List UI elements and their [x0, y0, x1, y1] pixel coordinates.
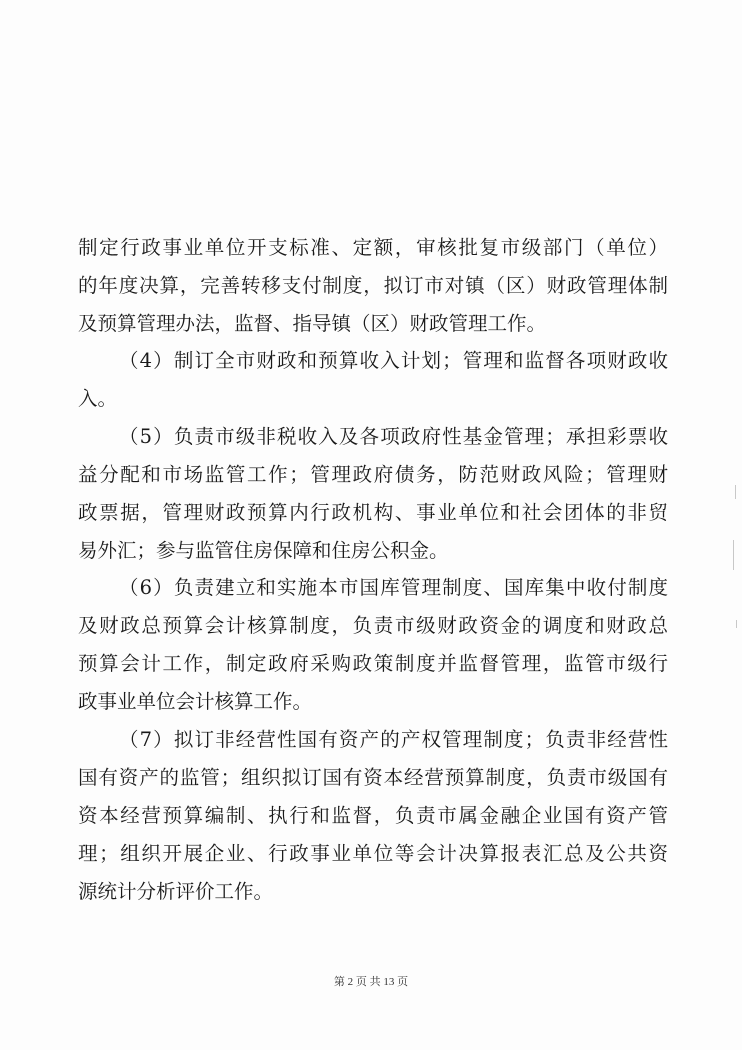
text-line: （4）制订全市财政和预算收入计划；管理和监督各项财政收: [119, 349, 668, 372]
text-line: 及财政总预算会计核算制度，负责市级财政资金的调度和财政总: [78, 614, 668, 637]
text-line: 的年度决算，完善转移支付制度，拟订市对镇（区）财政管理体制: [78, 274, 668, 297]
text-line: 易外汇；参与监管住房保障和住房公积金。: [78, 539, 449, 562]
text-line: （5）负责市级非税收入及各项政府性基金管理；承担彩票收: [119, 425, 668, 448]
text-line: 入。: [78, 387, 118, 410]
text-line: 预算会计工作，制定政府采购政策制度并监督管理，监管市级行: [78, 652, 668, 675]
text-line: 制定行政事业单位开支标准、定额，审核批复市级部门（单位）: [78, 236, 668, 259]
text-line: （7）拟订非经营性国有资产的产权管理制度；负责非经营性: [119, 728, 668, 751]
text-line: 政事业单位会计核算工作。: [78, 690, 313, 713]
page-number: 第 2 页 共 13 页: [333, 976, 409, 988]
text-line: 资本经营预算编制、执行和监督，负责市属金融企业国有资产管: [78, 804, 668, 827]
scan-mark: [735, 485, 736, 499]
text-line: 政票据，管理财政预算内行政机构、事业单位和社会团体的非贸: [78, 501, 668, 524]
text-line: 及预算管理办法，监督、指导镇（区）财政管理工作。: [78, 312, 547, 335]
text-line: （6）负责建立和实施本市国库管理制度、国库集中收付制度: [119, 576, 668, 599]
text-line: 国有资产的监管；组织拟订国有资本经营预算制度，负责市级国有: [78, 766, 668, 789]
scan-mark: [733, 540, 734, 570]
text-line: 理；组织开展企业、行政事业单位等会计决算报表汇总及公共资: [78, 842, 668, 865]
scan-mark: [736, 620, 737, 628]
text-line: 益分配和市场监管工作；管理政府债务，防范财政风险；管理财: [78, 463, 668, 486]
text-line: 源统计分析评价工作。: [78, 880, 274, 903]
